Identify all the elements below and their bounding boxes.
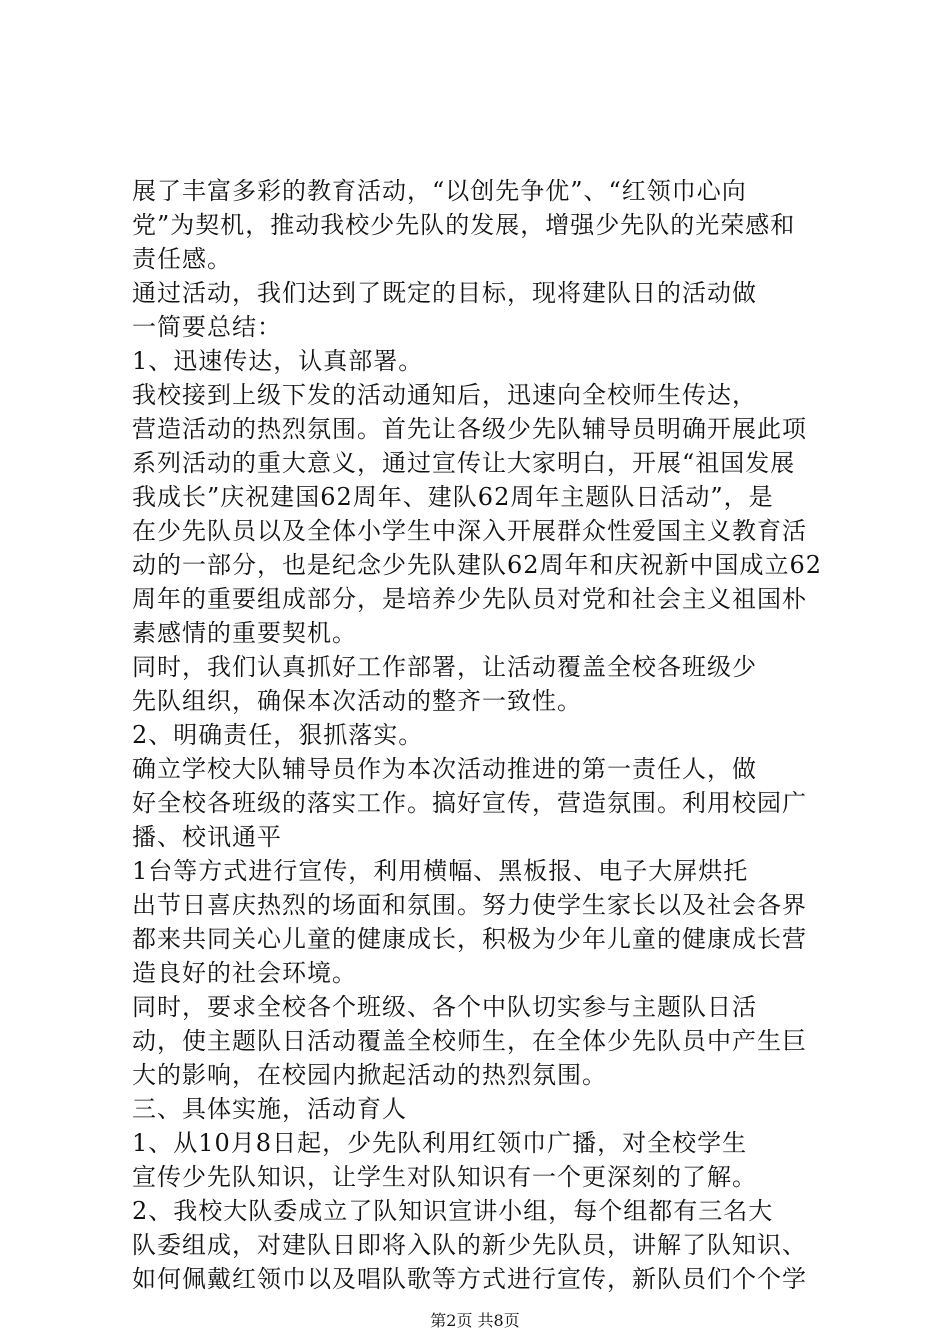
text-line: 展了丰富多彩的教育活动，“以创先争优”、“红领巾心向 [132, 177, 747, 205]
text-line: 先队组织，确保本次活动的整齐一致性。 [132, 687, 582, 715]
text-line: 责任感。 [132, 245, 232, 273]
text-line: 通过活动，我们达到了既定的目标，现将建队日的活动做 [132, 279, 757, 307]
text-line: 在少先队员以及全体小学生中深入开展群众性爱国主义教育活 [132, 517, 807, 545]
text-line: 好全校各班级的落实工作。搞好宣传，营造氛围。利用校园广 [132, 789, 807, 817]
text-line: 营造活动的热烈氛围。首先让各级少先队辅导员明确开展此项 [132, 415, 807, 443]
text-line: 造良好的社会环境。 [132, 959, 357, 987]
text-line: 三、具体实施，活动育人 [132, 1095, 407, 1123]
text-line: 1、迅速传达，认真部署。 [132, 347, 424, 375]
text-line: 如何佩戴红领巾以及唱队歌等方式进行宣传，新队员们个个学 [132, 1265, 807, 1293]
text-line: 2、明确责任，狠抓落实。 [132, 721, 424, 749]
text-line: 1、从10月8日起，少先队利用红领巾广播，对全校学生 [132, 1129, 748, 1157]
text-line: 周年的重要组成部分，是培养少先队员对党和社会主义祖国朴 [132, 585, 807, 613]
text-line: 宣传少先队知识，让学生对队知识有一个更深刻的了解。 [132, 1163, 757, 1191]
text-line: 1台等方式进行宣传，利用横幅、黑板报、电子大屏烘托 [132, 857, 749, 885]
text-line: 同时，我们认真抓好工作部署，让活动覆盖全校各班级少 [132, 653, 757, 681]
text-line: 同时，要求全校各个班级、各个中队切实参与主题队日活 [132, 993, 757, 1021]
text-line: 我校接到上级下发的活动通知后，迅速向全校师生传达， [132, 381, 757, 409]
text-line: 确立学校大队辅导员作为本次活动推进的第一责任人，做 [132, 755, 757, 783]
text-line: 系列活动的重大意义，通过宣传让大家明白，开展“祖国发展 [132, 449, 796, 477]
text-line: 出节日喜庆热烈的场面和氛围。努力使学生家长以及社会各界 [132, 891, 807, 919]
text-line: 一简要总结： [132, 313, 282, 341]
text-line: 党”为契机，推动我校少先队的发展，增强少先队的光荣感和 [132, 211, 796, 239]
text-line: 素感情的重要契机。 [132, 619, 357, 647]
text-line: 动的一部分，也是纪念少先队建队62周年和庆祝新中国成立62 [132, 551, 823, 579]
text-line: 动，使主题队日活动覆盖全校师生，在全体少先队员中产生巨 [132, 1027, 807, 1055]
text-line: 都来共同关心儿童的健康成长，积极为少年儿童的健康成长营 [132, 925, 807, 953]
text-line: 大的影响，在校园内掀起活动的热烈氛围。 [132, 1061, 607, 1089]
text-line: 我成长”庆祝建国62周年、建队62周年主题队日活动”，是 [132, 483, 774, 511]
text-line: 2、我校大队委成立了队知识宣讲小组，每个组都有三名大 [132, 1197, 774, 1225]
text-line: 队委组成，对建队日即将入队的新少先队员，讲解了队知识、 [132, 1231, 807, 1259]
page-number: 第2页 共8页 [430, 1311, 520, 1330]
text-line: 播、校讯通平 [132, 823, 282, 851]
